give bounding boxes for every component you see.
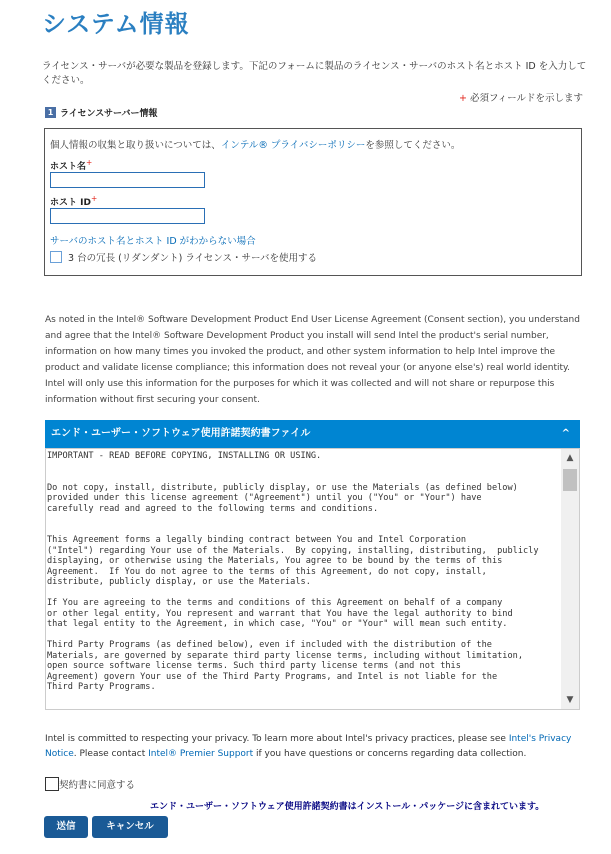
privacy2-pre: Intel is committed to respecting your privacy. To learn more about Intel's privacy practices, please see <box>45 734 509 744</box>
step-label: ライセンスサーバー情報 <box>60 109 158 119</box>
required-star: + <box>86 158 93 167</box>
hostid-input[interactable] <box>50 208 205 224</box>
unknown-host-link[interactable]: サーバのホスト名とホスト ID がわからない場合 <box>50 236 256 247</box>
chevron-up-icon[interactable]: ^ <box>561 428 570 439</box>
privacy-post-text: を参照してください。 <box>365 140 461 151</box>
scroll-up-icon[interactable]: ▲ <box>566 453 574 463</box>
eula-text: IMPORTANT - READ BEFORE COPYING, INSTALLING OR USING. Do not copy, install, distribute, publicly display, or use the Materials (as defined below) provided under this license agreement ("Agreement") until you ("You" or "Your") have carefully read and agreed to the following terms and conditions. This Agreement forms a legally binding contract between You and Intel Corporation ("Intel") regarding Your use of the Materials. By copying, installing, distributing, publicly displaying, or otherwise using the Materials, You agree to be bound by the terms of this Agreement. If You do not agree to the terms of this Agreement, do not copy, install, distribute, publicly display, or use the Materials. If You are agreeing to the terms and conditions of this Agreement on behalf of a company or other legal entity, You represent and warrant that You have the legal authority to bind that legal entity to the Agreement, in which case, "You" or "Your" will mean such entity. Third Party Programs (as defined below), even if included with the distribution of the Materials, are governed by separate third party license terms, including without limitation, open source software license terms. Such third party license terms (and not this Agreement) govern Your use of the Third Party Programs, and Intel is not liable for the Third Party Programs. <box>47 451 539 692</box>
step-heading <box>45 106 158 119</box>
privacy2-mid: . Please contact <box>73 749 149 759</box>
required-note <box>459 90 583 104</box>
page-title: システム情報 <box>42 10 190 38</box>
agree-label: 契約書に同意する <box>59 780 136 791</box>
eula-scrollbar[interactable] <box>561 449 579 709</box>
eula-included-note: エンド・ユーザー・ソフトウェア使用許諾契約書はインストール・パッケージに含まれています。 <box>150 802 545 812</box>
eula-accordion-header[interactable] <box>45 420 580 448</box>
privacy-commitment-text <box>45 732 585 762</box>
privacy-policy-note <box>50 137 460 151</box>
privacy-pre-text: 個人情報の収集と取り扱いについては、 <box>50 140 221 151</box>
hostid-label <box>50 194 97 208</box>
redundant-servers-label: 3 台の冗長 (リダンダント) ライセンス・サーバを使用する <box>68 253 317 264</box>
hostname-input[interactable] <box>50 172 205 188</box>
agree-checkbox[interactable] <box>45 777 59 791</box>
eula-text-area[interactable] <box>45 448 580 710</box>
submit-button[interactable]: 送信 <box>44 816 88 838</box>
hostname-label <box>50 158 92 172</box>
agree-option[interactable] <box>45 777 135 791</box>
privacy-notice-link[interactable]: Intel's Privacy Notice <box>45 734 572 759</box>
consent-text: As noted in the Intel® Software Development Product End User License Agreement (Consent section), you understand and agree that the Intel® Software Development Product you install will send Intel the product's serial number, information on how many times you invoked the product, and other system information to help Intel improve the product and validate license compliance; this information does not reveal your (or anyone else's) real world identity. Intel will only use this information for the purposes for which it was collected and will not share or repurpose this information without first securing your consent. <box>45 315 580 405</box>
required-star: + <box>90 194 98 203</box>
redundant-servers-option[interactable] <box>50 250 317 264</box>
scroll-thumb[interactable] <box>563 469 577 491</box>
redundant-servers-checkbox[interactable] <box>50 251 62 263</box>
privacy-policy-link[interactable]: インテル® プライバシーポリシー <box>220 140 366 151</box>
premier-support-link[interactable]: Intel® Premier Support <box>148 749 254 759</box>
step-number: 1 <box>45 107 56 118</box>
required-note-text: 必須フィールドを示します <box>469 93 583 104</box>
privacy2-post: if you have questions or concerns regarding data collection. <box>253 749 527 759</box>
required-star: + <box>458 93 467 104</box>
scroll-down-icon[interactable]: ▼ <box>566 695 574 705</box>
eula-header-label: エンド・ユーザー・ソフトウェア使用許諾契約書ファイル <box>51 428 311 439</box>
intro-text: ライセンス・サーバが必要な製品を登録します。下記のフォームに製品のライセンス・サーバのホスト名とホスト ID を入力してください。 <box>42 61 587 86</box>
hostid-label-text: ホスト ID <box>50 198 91 208</box>
cancel-button[interactable]: キャンセル <box>92 816 168 838</box>
hostname-label-text: ホスト名 <box>50 162 87 172</box>
